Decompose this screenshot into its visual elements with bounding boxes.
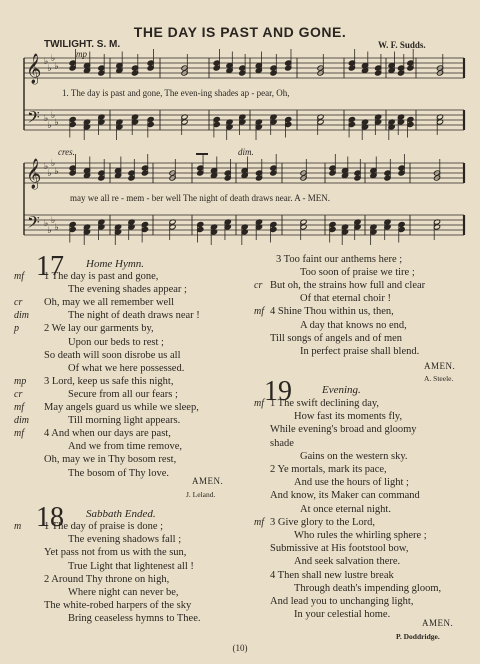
verse-line: Too soon of praise we tire ; bbox=[300, 267, 415, 279]
verse-line: Who rules the whirling sphere ; bbox=[294, 530, 427, 541]
dynamic-mp: mp bbox=[76, 49, 87, 59]
dynamic-mark: dim bbox=[14, 310, 29, 322]
music-score bbox=[0, 0, 480, 250]
flat-sign: ♭ bbox=[47, 168, 52, 178]
verse-line: So death will soon disrobe us all bbox=[44, 349, 181, 361]
verse-line: 1 The swift declining day, bbox=[270, 398, 380, 409]
hymn-number-18: 18 bbox=[36, 502, 64, 533]
verse-line: 2 Around Thy throne on high, bbox=[44, 573, 170, 585]
verse-line: And know, its Maker can command bbox=[270, 490, 420, 502]
verse-line: Gains on the western sky. bbox=[300, 450, 408, 462]
flat-sign: ♭ bbox=[44, 56, 49, 66]
dynamic-mark: mp bbox=[14, 375, 27, 387]
verse-line: 3 Give glory to the Lord, bbox=[270, 516, 375, 528]
verse-line: The evening shades appear ; bbox=[68, 284, 187, 296]
verse-line: 3 Lord, keep us safe this night, bbox=[44, 375, 174, 387]
hymn-18-heading: Sabbath Ended. bbox=[86, 508, 156, 520]
verse-line: True Light that lightenest all ! bbox=[68, 560, 194, 572]
flat-sign: ♭ bbox=[47, 120, 52, 130]
flat-sign: ♭ bbox=[54, 61, 59, 71]
verse-line: The night of death draws near ! bbox=[68, 310, 200, 322]
verse-line: A day that knows no end, bbox=[300, 319, 407, 331]
hymn-17-amen: AMEN. bbox=[192, 476, 224, 486]
verse-line: Of what we here possessed. bbox=[68, 362, 185, 374]
verse-line: And seek salvation there. bbox=[294, 556, 401, 568]
flat-sign: ♭ bbox=[47, 63, 52, 73]
dynamic-mark: dim bbox=[14, 415, 29, 427]
verse-line: The bosom of Thy love. bbox=[68, 467, 170, 479]
verse-line: And use the hours of light ; bbox=[294, 477, 409, 489]
hymn-number-19: 19 bbox=[264, 376, 292, 407]
continued-amen: AMEN. bbox=[424, 361, 456, 371]
lyrics-line-1: 1. The day is past and gone, The even-ing shades ap - pear, Oh, bbox=[62, 88, 290, 98]
verse-line: May angels guard us while we sleep, bbox=[44, 402, 199, 413]
verse-line: In your celestial home. bbox=[294, 609, 391, 621]
continued-attribution: A. Steele. bbox=[424, 374, 454, 383]
hymn-19-heading: Evening. bbox=[322, 384, 361, 396]
bass-clef: 𝄢 bbox=[27, 107, 40, 131]
verse-line: 4 Then shall new lustre break bbox=[270, 569, 394, 581]
flat-sign: ♭ bbox=[54, 117, 59, 127]
hymn-number-17: 17 bbox=[36, 251, 64, 282]
dynamic-mark: cr bbox=[14, 388, 23, 400]
verse-line: Of that eternal choir ! bbox=[300, 293, 391, 305]
dynamic-mark: mf bbox=[254, 306, 264, 318]
verse-line: Till songs of angels and of men bbox=[270, 332, 403, 344]
verse-line: shade bbox=[270, 437, 294, 449]
dynamic-mark: mf bbox=[254, 398, 264, 409]
dynamic-mark: mf bbox=[14, 271, 24, 282]
verse-line: While evening's broad and gloomy bbox=[270, 424, 417, 436]
dynamic-mark: mf bbox=[254, 516, 264, 528]
verse-line: At once eternal night. bbox=[300, 503, 391, 515]
dynamic-dim: dim. bbox=[238, 147, 254, 157]
verse-line: 2 We lay our garments by, bbox=[44, 323, 154, 335]
flat-sign: ♭ bbox=[54, 222, 59, 232]
page-number: (10) bbox=[232, 643, 248, 653]
flat-sign: ♭ bbox=[51, 158, 56, 168]
flat-sign: ♭ bbox=[51, 215, 56, 225]
composer: W. F. Sudds. bbox=[378, 40, 426, 50]
dynamic-mark: m bbox=[14, 521, 22, 532]
verse-line: 2 Ye mortals, mark its pace, bbox=[270, 464, 387, 475]
treble-clef: 𝄞 bbox=[26, 54, 42, 84]
verse-line: Where night can never be, bbox=[68, 587, 179, 598]
tune-name: TWILIGHT. S. M. bbox=[44, 39, 121, 50]
verse-line: Till morning light appears. bbox=[68, 415, 181, 427]
verse-line: Bring ceaseless hymns to Thee. bbox=[68, 613, 201, 625]
verse-line: Upon our beds to rest ; bbox=[68, 336, 164, 348]
verse-line: Oh, may we in Thy bosom rest, bbox=[44, 454, 177, 466]
flat-sign: ♭ bbox=[54, 166, 59, 176]
verse-line: And we from time remove, bbox=[68, 441, 183, 453]
lyrics-line-2: may we all re - mem - ber well The night of death draws near. A - MEN. bbox=[70, 193, 331, 203]
hymn-17-heading: Home Hymn. bbox=[86, 258, 145, 270]
flat-sign: ♭ bbox=[44, 218, 49, 228]
verse-line: But oh, the strains how full and clear bbox=[270, 280, 426, 292]
verse-line: And lead you to unchanging light, bbox=[270, 596, 414, 607]
hymn-title: THE DAY IS PAST AND GONE. bbox=[133, 24, 347, 40]
verse-line: In perfect praise shall blend. bbox=[300, 345, 420, 357]
verse-line: Through death's impending gloom, bbox=[294, 582, 442, 594]
verse-line: Yet pass not from us with the sun, bbox=[44, 547, 187, 559]
verse-line: Oh, may we all remember well bbox=[44, 297, 175, 309]
hymn-17-attribution: J. Leland. bbox=[186, 490, 216, 499]
dynamic-mark: cr bbox=[14, 297, 23, 309]
verse-line: How fast its moments fly, bbox=[294, 411, 403, 423]
verse-line: 1 The day is past and gone, bbox=[44, 271, 159, 282]
flat-sign: ♭ bbox=[47, 225, 52, 235]
verse-line: 4 And when our days are past, bbox=[44, 428, 171, 440]
hymn-19-attribution: P. Doddridge. bbox=[396, 632, 440, 641]
flat-sign: ♭ bbox=[44, 161, 49, 171]
bass-clef: 𝄢 bbox=[27, 212, 40, 236]
verse-line: The evening shadows fall ; bbox=[68, 534, 182, 546]
treble-clef: 𝄞 bbox=[26, 159, 42, 189]
flat-sign: ♭ bbox=[51, 53, 56, 63]
verse-line: 3 Too faint our anthems here ; bbox=[276, 254, 403, 265]
verse-line: 1 The day of praise is done ; bbox=[44, 521, 164, 532]
dynamic-mark: cr bbox=[254, 280, 263, 292]
hymn-19-amen: AMEN. bbox=[422, 618, 454, 628]
verse-line: Submissive at His footstool bow, bbox=[270, 543, 409, 555]
verse-line: The white-robed harpers of the sky bbox=[44, 600, 192, 612]
verse-line: Secure from all our fears ; bbox=[68, 388, 178, 400]
verse-line: 4 Shine Thou within us, then, bbox=[270, 306, 394, 318]
dynamic-cres: cres. bbox=[58, 147, 75, 157]
flat-sign: ♭ bbox=[51, 110, 56, 120]
dynamic-mark: p bbox=[14, 323, 19, 335]
dynamic-mark: mf bbox=[14, 402, 24, 413]
flat-sign: ♭ bbox=[44, 113, 49, 123]
dynamic-mark: mf bbox=[14, 428, 24, 440]
